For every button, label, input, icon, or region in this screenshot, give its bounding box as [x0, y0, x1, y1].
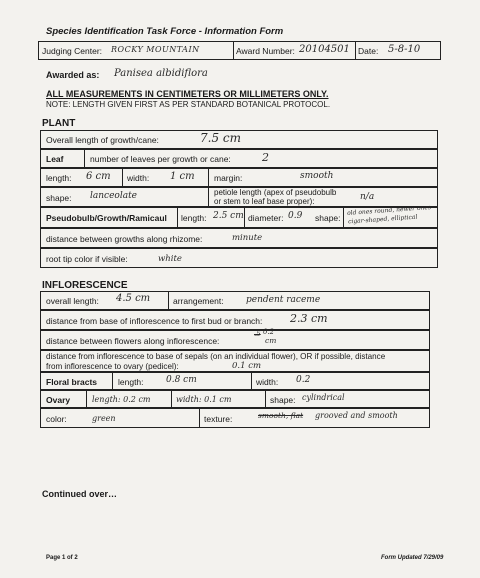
header-divider	[233, 41, 234, 60]
date-label: Date:	[358, 46, 379, 56]
leaf-shape-label: shape:	[46, 193, 72, 203]
petiole-value: n/a	[360, 192, 375, 202]
date-value: 5-8-10	[388, 44, 421, 55]
leaf-margin-value: smooth	[300, 171, 334, 181]
ovary-label: Ovary	[46, 395, 71, 405]
page-number: Page 1 of 2	[46, 555, 78, 561]
pseudobulb-shape-value-2: cigar-shaped, elliptical	[347, 213, 418, 226]
texture-struck: smooth, flat	[258, 411, 304, 420]
leaf-width-value: 1 cm	[170, 171, 195, 182]
ovary-width: width: 0.1 cm	[176, 395, 232, 404]
diameter-label: diameter:	[248, 213, 284, 223]
color-value: green	[92, 414, 116, 423]
between-flowers-label: distance between flowers along inflorescence:	[46, 336, 220, 346]
plant-overall-label: Overall length of growth/cane:	[46, 135, 159, 145]
texture-value: grooved and smooth	[315, 411, 398, 420]
bracts-length-label: length:	[118, 377, 144, 387]
continued-over: Continued over…	[42, 489, 118, 499]
floral-bracts-row	[40, 372, 430, 390]
petiole-label-1: petiole length (apex of pseudobulb	[214, 188, 337, 197]
sepals-label-1: distance from inflorescence to base of sepals (on an individual flower), OR if possible, distance	[46, 352, 386, 361]
bracts-width-label: width:	[256, 377, 279, 387]
root-tip-value: white	[158, 254, 182, 264]
ovary-shape-label: shape:	[270, 395, 296, 405]
arrangement-value: pendent raceme	[246, 295, 321, 305]
between-flowers-struck: .5	[254, 330, 261, 338]
judging-center-label: Judging Center:	[42, 46, 103, 56]
rhizome-label: distance between growths along rhizome:	[46, 234, 203, 244]
awarded-as-label: Awarded as:	[46, 70, 100, 80]
diameter-value: 0.9	[288, 211, 303, 221]
plant-overall-value: 7.5 cm	[200, 131, 241, 145]
pseudobulb-label: Pseudobulb/Growth/Ramicaul	[46, 213, 167, 223]
bracts-width-value: 0.2	[296, 375, 311, 385]
inflo-overall-label: overall length:	[46, 296, 99, 306]
leaf-margin-label: margin:	[214, 173, 243, 183]
texture-label: texture:	[204, 414, 233, 424]
arrangement-label: arrangement:	[173, 296, 224, 306]
judging-center-value: ROCKY MOUNTAIN	[111, 45, 200, 54]
inflo-overall-value: 4.5 cm	[116, 293, 151, 304]
header-divider	[355, 41, 356, 60]
leaf-width-label: width:	[127, 173, 150, 183]
color-label: color:	[46, 414, 67, 424]
pseudobulb-shape-value-1: old ones round, newer ones	[346, 204, 432, 217]
form-title: Species Identification Task Force - Information Form	[46, 26, 284, 37]
leaf-length-value: 6 cm	[86, 171, 111, 182]
award-number-value: 20104501	[299, 44, 350, 55]
ovary-shape-value: cylindrical	[302, 393, 345, 402]
leaf-shape-value: lanceolate	[90, 191, 138, 201]
award-number-label: Award Number:	[236, 46, 295, 56]
inflorescence-heading: INFLORESCENCE	[42, 280, 128, 291]
ovary-length: length: 0.2 cm	[92, 395, 151, 404]
between-flowers-value-top: 0.2	[263, 328, 275, 336]
sepals-value: 0.1 cm	[232, 361, 262, 371]
plant-heading: PLANT	[42, 118, 76, 129]
pseudobulb-shape-label: shape:	[315, 213, 341, 223]
leaves-count-label: number of leaves per growth or cane:	[90, 154, 231, 164]
between-flowers-value: cm	[265, 336, 277, 345]
leaf-length-label: length:	[46, 173, 72, 183]
root-tip-label: root tip color if visible:	[46, 254, 128, 264]
leaves-count-value: 2	[262, 151, 269, 164]
pseudobulb-length-label: length:	[181, 213, 207, 223]
first-bud-value: 2.3 cm	[290, 312, 328, 325]
awarded-as-value: Panisea albidiflora	[114, 68, 208, 79]
petiole-label-2: or stem to leaf base proper):	[214, 197, 315, 206]
measurement-heading: ALL MEASUREMENTS IN CENTIMETERS OR MILLIMETERS ONLY.	[46, 89, 329, 99]
floral-bracts-label: Floral bracts	[46, 377, 98, 387]
leaf-label: Leaf	[46, 154, 64, 164]
bracts-length-value: 0.8 cm	[166, 375, 197, 385]
sepals-label-2: from inflorescence to ovary (pedicel):	[46, 362, 179, 371]
form-updated: Form Updated 7/29/09	[381, 555, 444, 561]
rhizome-value: minute	[232, 233, 263, 243]
first-bud-label: distance from base of inflorescence to first bud or branch:	[46, 316, 263, 326]
pseudobulb-length-value: 2.5 cm	[213, 211, 244, 221]
measurement-note: NOTE: LENGTH GIVEN FIRST AS PER STANDARD BOTANICAL PROTOCOL.	[46, 100, 331, 109]
